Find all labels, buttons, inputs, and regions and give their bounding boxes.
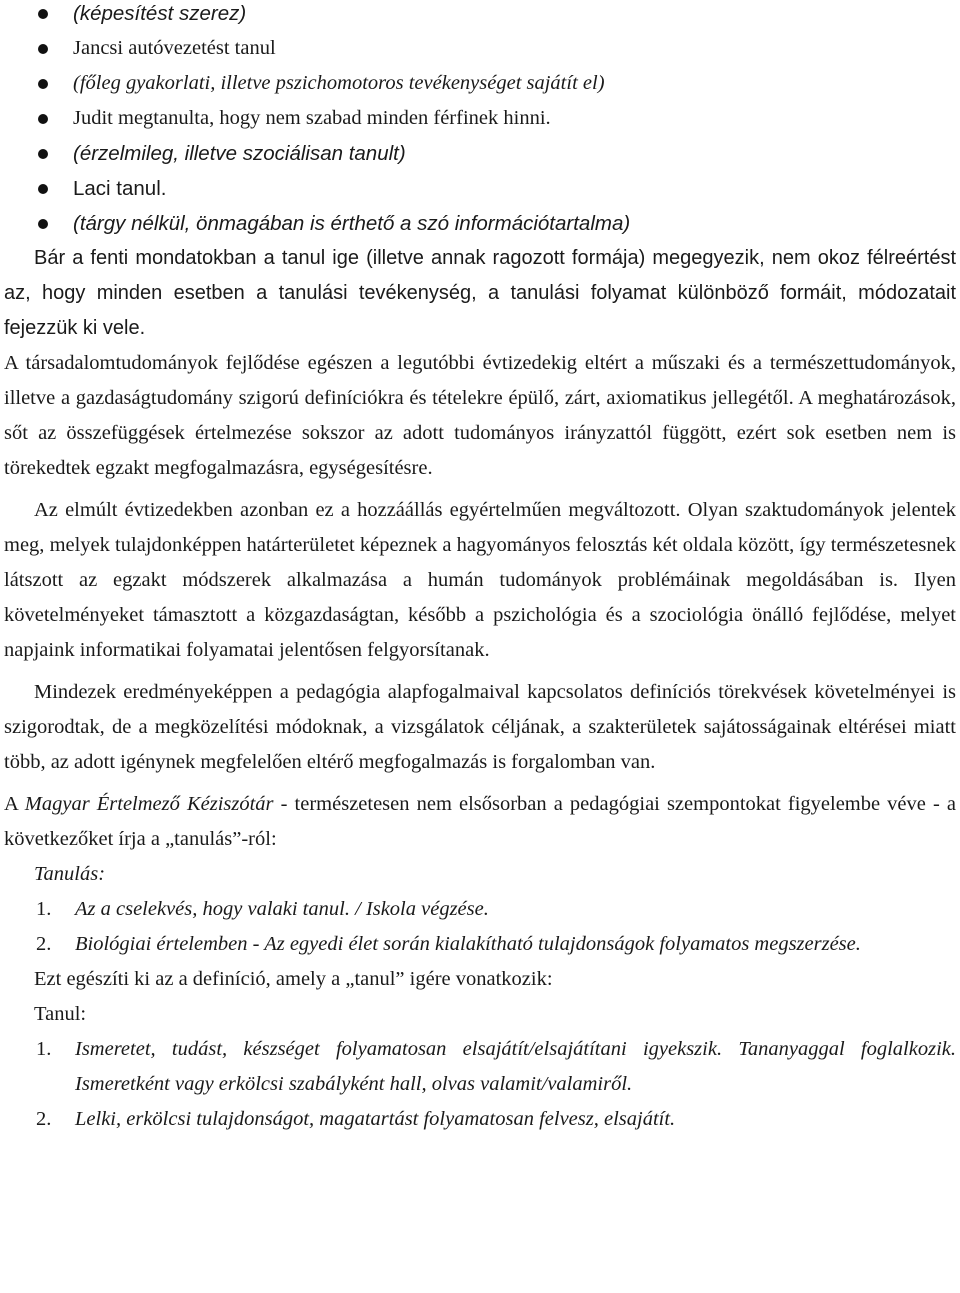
bullet-dot [38, 184, 48, 194]
bullet-item [0, 136, 960, 171]
definition-text: Ismeretet, tudást, készséget folyamatosan elsajátít/elsajátítani igyekszik. Tananyaggal foglalkozik. Ismeretként vagy erkölcsi szabályként hall, olvas valamit/valamiről. [75, 1038, 956, 1095]
bullet-item [0, 66, 960, 101]
bullet-dot [38, 44, 48, 54]
tanul-heading: Tanul: [34, 1003, 87, 1025]
keziszotar-pre: A [4, 793, 25, 815]
definition-number: 1. [36, 898, 52, 920]
keziszotar-post: - természetesen nem elsősorban a pedagógiai szempontokat figyelembe véve - a következőket írja a „tanulás”-ról: [4, 793, 956, 850]
tanulas-definition-list [0, 892, 960, 962]
definition-number: 2. [36, 1108, 52, 1130]
bullet-dot [38, 219, 48, 229]
bullet-dot [38, 79, 48, 89]
tanul-intro: Ezt egészíti ki az a definíció, amely a „tanul” igére vonatkozik: [34, 968, 553, 990]
bullet-item [0, 206, 960, 241]
bullet-text: Judit megtanulta, hogy nem szabad minden férfinek hinni. [73, 107, 551, 129]
bullet-dot [38, 149, 48, 159]
paragraph-keziszotar [0, 787, 960, 857]
bullet-text: (tárgy nélkül, önmagában is érthető a szó információtartalma) [73, 212, 631, 235]
definition-item [0, 892, 960, 927]
paragraph-mindezek: Mindezek eredményeképpen a pedagógia alapfogalmaival kapcsolatos definíciós törekvések követelményei is szigorodtak, de a megközelítési módoknak, a vizsgálatok céljának, a szakterületek sajátosságainak eltérései miatt több, az adott igénynek megfelelően eltérő megfogalmazás is forgalomban van. [4, 681, 956, 773]
definition-number: 1. [36, 1038, 52, 1060]
bullet-item [0, 31, 960, 66]
paragraph-tarsadalomtudomanyok: A társadalomtudományok fejlődése egészen a legutóbbi évtizedekig eltért a műszaki és a természettudományok, illetve a gazdaságtudomány szigorú definíciókra és tételekre épülő, zárt, axiomatikus jellegétől. A meghatározások, sőt az összefüggések értelmezése sokszor az adott tudományos irányzattól függött, ezért sok esetben nem is törekedtek egzakt megfogalmazásra, egységesítésre. [4, 352, 956, 479]
bullet-text: (érzelmileg, illetve szociálisan tanult) [73, 142, 406, 165]
example-list [0, 0, 960, 241]
keziszotar-title: Magyar Értelmező Kéziszótár [24, 793, 274, 815]
definition-item [0, 927, 960, 962]
bullet-dot [38, 114, 48, 124]
paragraph-tanul-ige: Bár a fenti mondatokban a tanul ige (illetve annak ragozott formája) megegyezik, nem okoz félreértést az, hogy minden esetben a tanulási tevékenység, a tanulási folyamat különböző formáit, módozatait fejezzük ki vele. [4, 247, 956, 339]
bullet-dot [38, 9, 48, 19]
definition-number: 2. [36, 933, 52, 955]
tanulas-heading: Tanulás: [34, 863, 106, 885]
definition-text: Lelki, erkölcsi tulajdonságot, magatartást folyamatosan felvesz, elsajátít. [75, 1108, 676, 1130]
bullet-item [0, 101, 960, 136]
tanul-definition-list [0, 1032, 960, 1137]
bullet-item [0, 0, 960, 31]
definition-text: Az a cselekvés, hogy valaki tanul. / Iskola végzése. [75, 898, 489, 920]
bullet-text: Jancsi autóvezetést tanul [73, 37, 276, 59]
bullet-text: (képesítést szerez) [73, 2, 247, 25]
bullet-item [0, 171, 960, 206]
paragraph-elmult-evtizedek: Az elmúlt évtizedekben azonban ez a hozzáállás egyértelműen megváltozott. Olyan szaktudományok jelentek meg, melyek tulajdonképpen határterületet képeznek a hagyományos felosztás két oldala között, így természetesnek látszott az egzakt módszerek alkalmazása a humán tudományok problémáinak megoldásában is. Ilyen követelményeket támasztott a közgazdaságtan, később a pszichológia és a szociológia önálló fejlődése, melyet napjaink informatikai folyamatai jelentősen felgyorsítanak. [4, 499, 956, 661]
bullet-text: Laci tanul. [73, 177, 167, 200]
definition-text: Biológiai értelemben - Az egyedi élet során kialakítható tulajdonságok folyamatos megszerzése. [75, 933, 861, 955]
definition-item [0, 1102, 960, 1137]
bullet-text: (főleg gyakorlati, illetve pszichomotoros tevékenységet sajátít el) [73, 72, 605, 94]
definition-item [0, 1032, 960, 1102]
